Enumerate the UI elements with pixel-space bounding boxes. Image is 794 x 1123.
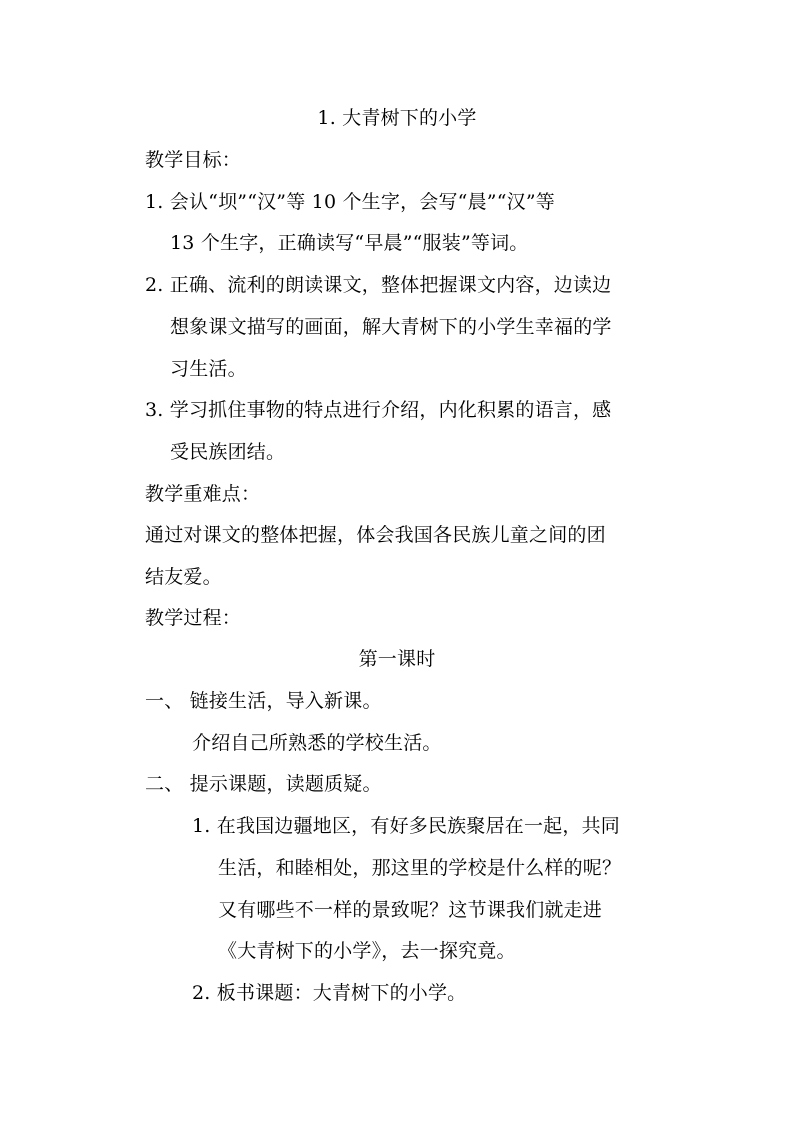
key-points-heading: 教学重难点： xyxy=(145,483,261,505)
objective-2-line-2: 想象课文描写的画面，解大青树下的小学生幸福的学 xyxy=(170,316,612,338)
document-title: 1. 大青树下的小学 xyxy=(317,107,477,129)
section-1-heading: 一、 链接生活，导入新课。 xyxy=(145,690,382,712)
process-heading: 教学过程： xyxy=(145,607,242,629)
section-2-item-1-line-4: 《大青树下的小学》，去一探究竟。 xyxy=(218,940,516,962)
section-2-item-1-line-2: 生活，和睦相处，那这里的学校是什么样的呢？ xyxy=(218,857,622,879)
key-points-line-2: 结友爱。 xyxy=(145,566,222,588)
objective-2-line-1: 2. 正确、流利的朗读课文，整体把握课文内容，边读边 xyxy=(145,274,612,296)
key-points-line-1: 通过对课文的整体把握，体会我国各民族儿童之间的团 xyxy=(145,524,606,546)
objective-3-line-2: 受民族团结。 xyxy=(170,441,286,463)
section-2-item-1-line-1: 1. 在我国边疆地区，有好多民族聚居在一起，共同 xyxy=(192,815,620,837)
objective-2-line-3: 习生活。 xyxy=(170,358,247,380)
section-2-item-2-line-1: 2. 板书课题：大青树下的小学。 xyxy=(192,982,467,1004)
section-2-heading: 二、 提示课题，读题质疑。 xyxy=(145,773,382,795)
section-1-body: 介绍自己所熟悉的学校生活。 xyxy=(192,732,442,754)
section-2-item-1-line-3: 又有哪些不一样的景致呢？这节课我们就走进 xyxy=(218,899,603,921)
objective-1-line-1: 1. 会认“坝”“汉”等 10 个生字，会写“晨”“汉”等 xyxy=(145,191,555,213)
objectives-heading: 教学目标： xyxy=(145,149,242,171)
objective-1-line-2: 13 个生字，正确读写“早晨”“服装”等词。 xyxy=(170,232,529,254)
lesson-title: 第一课时 xyxy=(358,648,436,670)
objective-3-line-1: 3. 学习抓住事物的特点进行介绍，内化积累的语言，感 xyxy=(145,399,612,421)
